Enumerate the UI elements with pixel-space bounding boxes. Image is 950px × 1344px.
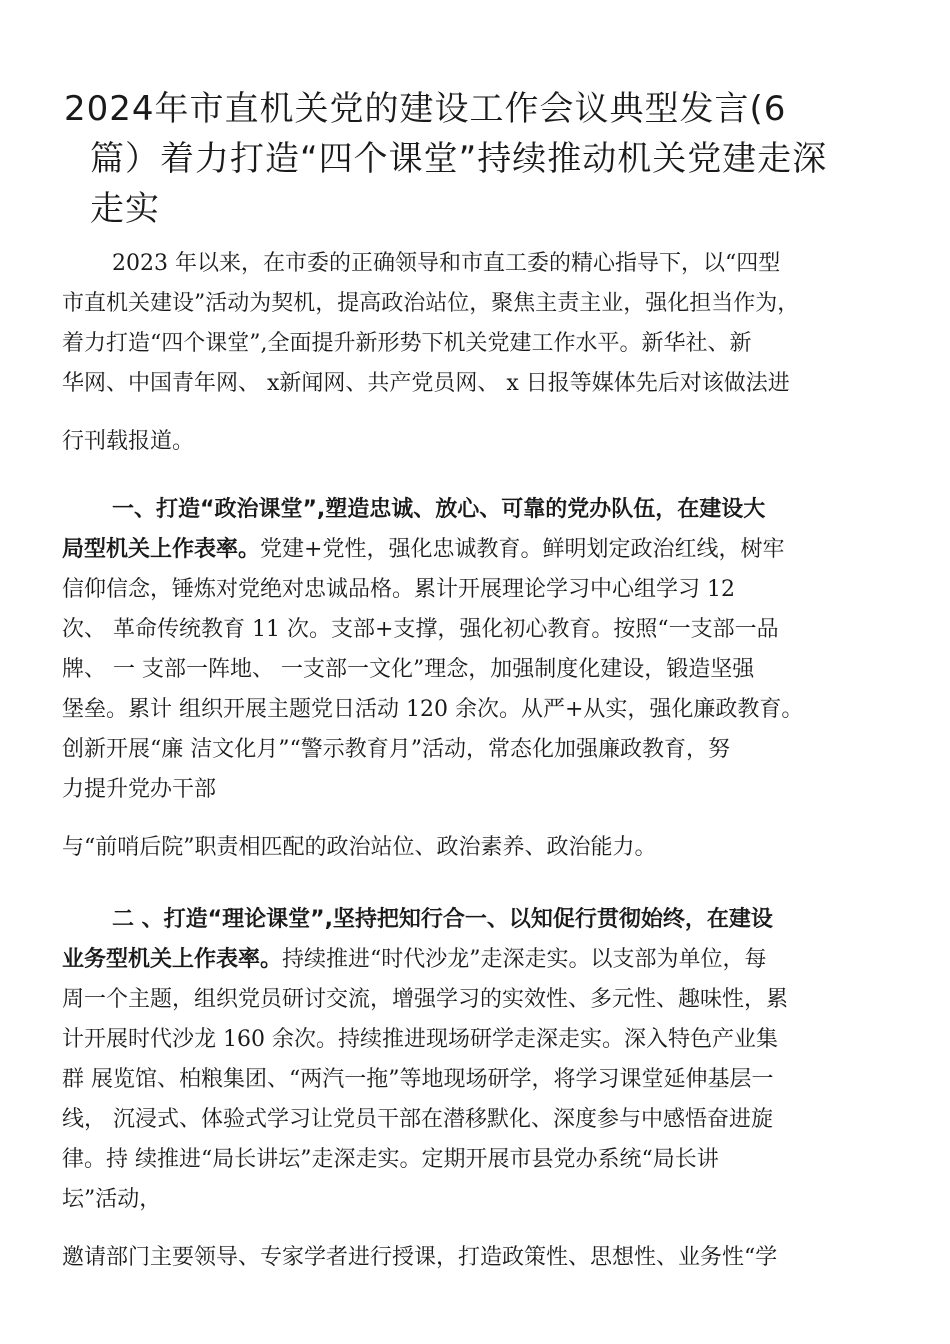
paragraph-line: 信仰信念，锤炼对党绝对忠诚品格。累计开展理论学习中心组学习 12 [62, 577, 735, 602]
paragraph-line: 与“前哨后院”职责相匹配的政治站位、政治素养、政治能力。 [62, 835, 657, 860]
title-line-1: 2024年市直机关党的建设工作会议典型发言(6 [64, 89, 787, 129]
section-heading: 一、打造“政治课堂”,塑造忠诚、放心、可靠的党办队伍，在建设大 [112, 497, 766, 522]
paragraph-line: 次、 革命传统教育 11 次。支部+支撑，强化初心教育。按照“一支部一品 [62, 617, 779, 642]
section-heading-continued: 局型机关上作表率。 [62, 537, 261, 562]
paragraph-line: 创新开展“廉 洁文化月”“警示教育月”活动，常态化加强廉政教育，努 [62, 737, 730, 762]
title-line-3: 走实 [90, 189, 160, 229]
title-line-2: 篇）着力打造“四个课堂”持续推动机关党建走深 [90, 139, 828, 179]
paragraph-line: 着力打造“四个课堂”,全面提升新形势下机关党建工作水平。新华社、新 [62, 331, 752, 356]
paragraph-line: 坛”活动， [62, 1187, 162, 1212]
intro-paragraph [62, 244, 892, 462]
paragraph-line: 周一个主题，组织党员研讨交流，增强学习的实效性、多元性、趣味性，累 [62, 987, 789, 1012]
section-heading: 二 、打造“理论课堂”,坚持把知行合一、以知促行贯彻始终，在建设 [112, 907, 773, 932]
paragraph-line: 堡垒。累计 组织开展主题党日活动 120 余次。从严+从实，强化廉政教育。 [62, 697, 804, 722]
section-one-paragraph [62, 490, 892, 868]
paragraph-line: 邀请部门主要领导、专家学者进行授课，打造政策性、思想性、业务性“学 [62, 1245, 778, 1270]
paragraph-text: 党建+党性，强化忠诚教育。鲜明划定政治红线，树牢 [260, 537, 785, 562]
paragraph-line: 律。持 续推进“局长讲坛”走深走实。定期开展市县党办系统“局长讲 [62, 1147, 719, 1172]
paragraph-line: 2023 年以来，在市委的正确领导和市直工委的精心指导下，以“四型 [112, 251, 781, 276]
paragraph-line: 市直机关建设”活动为契机，提高政治站位，聚焦主责主业，强化担当作为， [62, 291, 800, 316]
section-heading-continued: 业务型机关上作表率。 [62, 947, 283, 972]
paragraph-line: 力提升党办干部 [62, 777, 217, 802]
section-two-paragraph [62, 900, 892, 1278]
document-title [64, 84, 874, 234]
paragraph-line: 群 展览馆、柏粮集团、“两汽一拖”等地现场研学，将学习课堂延伸基层一 [62, 1067, 774, 1092]
paragraph-line: 行刊载报道。 [62, 429, 195, 454]
paragraph-line: 华网、中国青年网、 x新闻网、共产党员网、 x 日报等媒体先后对该做法进 [62, 371, 790, 396]
paragraph-text: 持续推进“时代沙龙”走深走实。以支部为单位，每 [282, 947, 767, 972]
paragraph-line: 牌、 一 支部一阵地、 一支部一文化”理念，加强制度化建设，锻造坚强 [62, 657, 755, 682]
paragraph-line: 计开展时代沙龙 160 余次。持续推进现场研学走深走实。深入特色产业集 [62, 1027, 778, 1052]
paragraph-line: 线， 沉浸式、体验式学习让党员干部在潜移默化、深度参与中感悟奋进旋 [62, 1107, 773, 1132]
